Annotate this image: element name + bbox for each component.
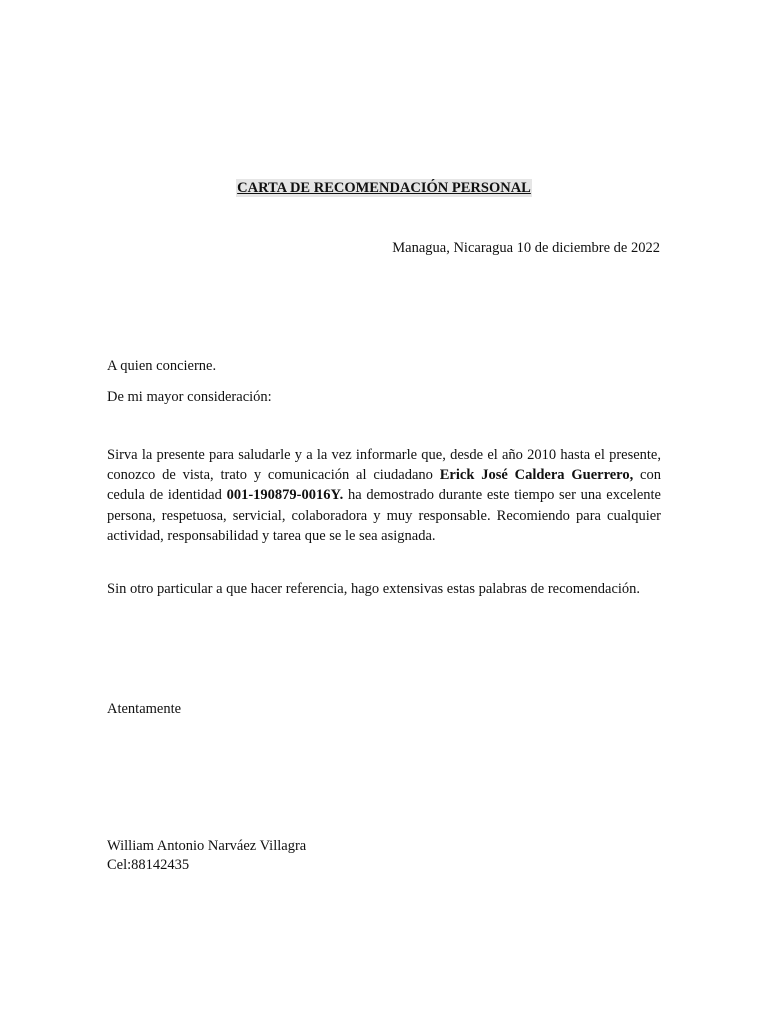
body-line-3 [107, 485, 661, 505]
body-line-1: Sirva la presente para saludarle y a la vez informarle que, desde el año 2010 hasta el presente, [107, 447, 661, 463]
body-line-2-start: conozco de vista, trato y comunicación al ciudadano [107, 467, 440, 484]
id-number: 001-190879-0016Y. [226, 487, 344, 504]
body-paragraph [107, 445, 661, 546]
signer-name: William Antonio Narváez Villagra [107, 838, 307, 854]
person-name: Erick José Caldera Guerrero, [439, 467, 634, 484]
body-line-5: actividad, responsabilidad y tarea que se le sea asignada. [107, 527, 436, 544]
body-line-2 [107, 465, 661, 485]
body-line-2-end: con [633, 467, 661, 484]
body-line-4: persona, respetuosa, servicial, colaboradora y muy responsable. Recomiendo para cualquier [107, 507, 661, 524]
date-line: Managua, Nicaragua 10 de diciembre de 2022 [392, 240, 660, 256]
signer-phone: Cel:88142435 [107, 857, 190, 873]
body-line-3-end: ha demostrado durante este tiempo ser una excelente [343, 487, 661, 504]
body-line-3-start: cedula de identidad [107, 487, 227, 504]
letter-title-text: CARTA DE RECOMENDACIÓN PERSONAL [237, 180, 531, 196]
closing-paragraph: Sin otro particular a que hacer referencia, hago extensivas estas palabras de recomendación. [107, 581, 641, 597]
salutation-consideration: De mi mayor consideración: [107, 389, 272, 405]
salutation-to-whom: A quien concierne. [107, 358, 217, 374]
letter-title [0, 180, 768, 197]
signoff: Atentamente [107, 701, 182, 717]
